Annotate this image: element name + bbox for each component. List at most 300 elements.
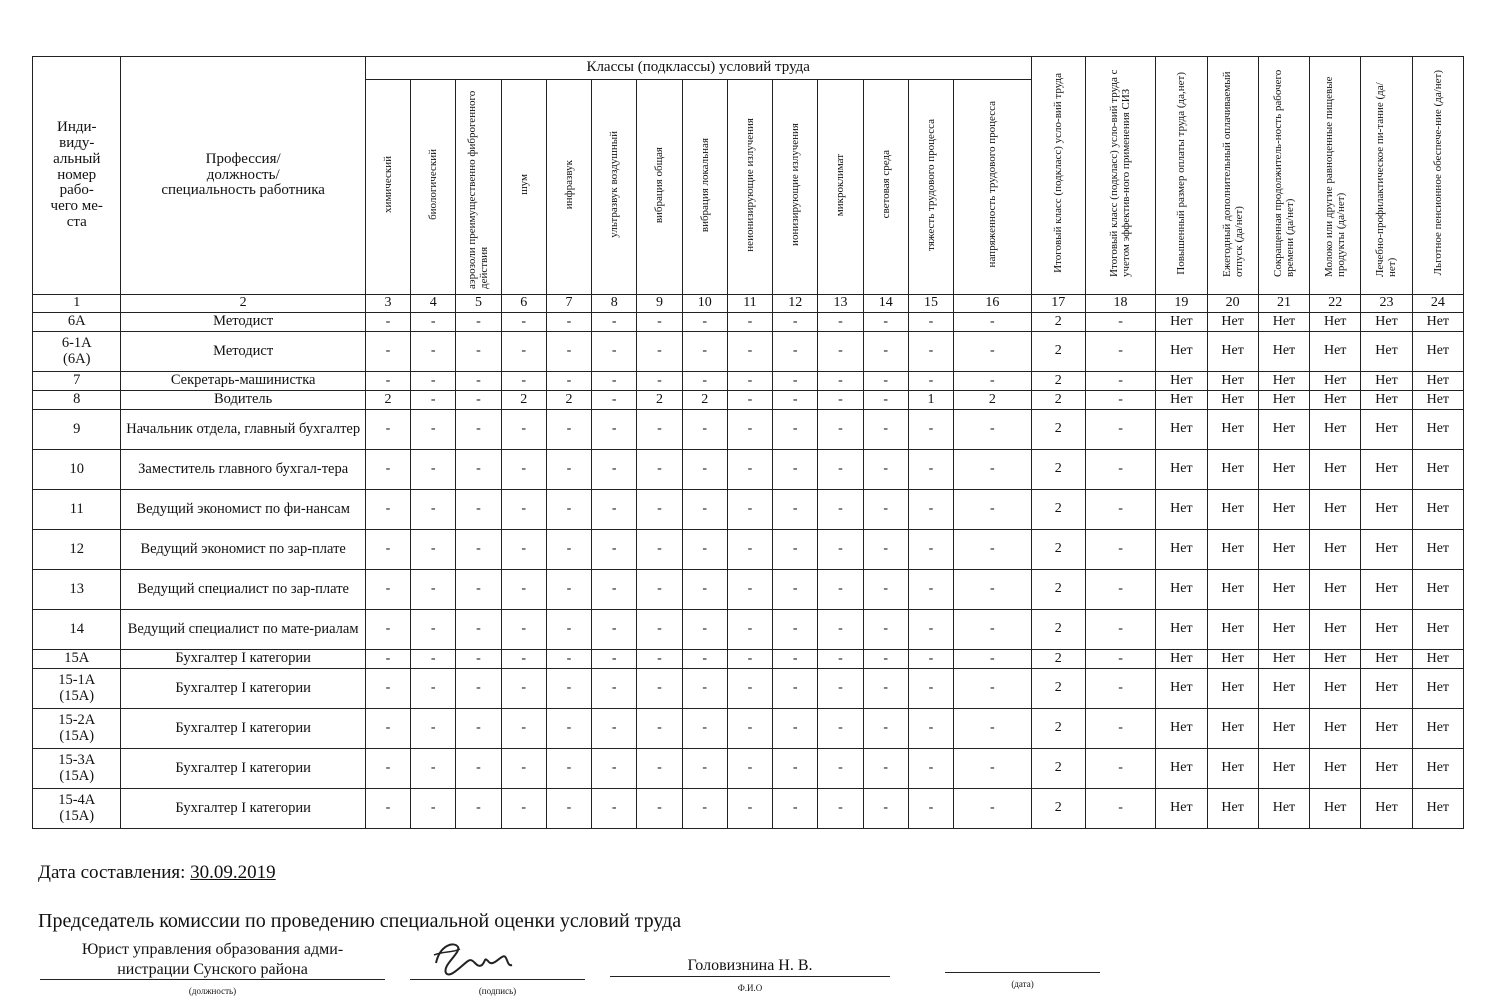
workplace-id-cell: 8 [33, 391, 121, 410]
condition-value-cell: - [456, 530, 501, 570]
condition-value-cell: Нет [1207, 709, 1258, 749]
condition-value-cell: Нет [1412, 332, 1463, 372]
condition-value-cell: - [727, 610, 772, 650]
condition-value-cell: - [592, 450, 637, 490]
condition-value-cell: - [411, 530, 456, 570]
condition-value-cell: Нет [1156, 313, 1207, 332]
condition-value-cell: - [546, 332, 591, 372]
condition-value-cell: - [592, 749, 637, 789]
condition-value-cell: Нет [1310, 650, 1361, 669]
condition-value-cell: - [1085, 669, 1155, 709]
table-row [33, 450, 1464, 490]
profession-cell: Заместитель главного бухгал-тера [121, 450, 365, 490]
condition-value-cell: - [773, 372, 818, 391]
condition-value-cell: Нет [1156, 332, 1207, 372]
condition-value-cell: - [365, 669, 410, 709]
condition-value-cell: - [682, 490, 727, 530]
condition-value-cell: Нет [1361, 372, 1412, 391]
condition-value-cell: - [908, 709, 953, 749]
condition-value-cell: - [637, 372, 682, 391]
condition-value-cell: - [637, 610, 682, 650]
column-number-cell: 4 [411, 295, 456, 313]
condition-value-cell: - [682, 669, 727, 709]
condition-value-cell: Нет [1361, 789, 1412, 829]
condition-value-cell: Нет [1412, 410, 1463, 450]
condition-value-cell: - [863, 410, 908, 450]
condition-value-cell: - [908, 410, 953, 450]
condition-value-cell: - [365, 450, 410, 490]
condition-value-cell: - [773, 789, 818, 829]
condition-value-cell: - [863, 313, 908, 332]
condition-value-cell: - [546, 372, 591, 391]
condition-value-cell: Нет [1207, 372, 1258, 391]
condition-value-cell: 2 [546, 391, 591, 410]
condition-value-cell: - [773, 669, 818, 709]
condition-value-cell: - [546, 789, 591, 829]
factor-header: химический [365, 80, 410, 295]
date-label: Дата составления: [38, 862, 186, 883]
condition-value-cell: - [908, 313, 953, 332]
workplace-id-cell: 13 [33, 570, 121, 610]
condition-value-cell: Нет [1310, 313, 1361, 332]
condition-value-cell: - [954, 372, 1031, 391]
condition-value-cell: - [1085, 530, 1155, 570]
condition-value-cell: - [546, 490, 591, 530]
condition-value-cell: - [682, 749, 727, 789]
condition-value-cell: - [954, 709, 1031, 749]
condition-value-cell: 2 [1031, 391, 1085, 410]
position-line [40, 979, 385, 980]
condition-value-cell: - [773, 450, 818, 490]
condition-value-cell: - [592, 372, 637, 391]
condition-value-cell: - [637, 490, 682, 530]
condition-value-cell: Нет [1310, 530, 1361, 570]
condition-value-cell: - [592, 610, 637, 650]
condition-value-cell: - [637, 650, 682, 669]
condition-value-cell: Нет [1412, 372, 1463, 391]
profession-cell: Бухгалтер I категории [121, 650, 365, 669]
condition-value-cell: Нет [1361, 669, 1412, 709]
condition-value-cell: Нет [1207, 332, 1258, 372]
factor-header: ионизирующие излучения [773, 80, 818, 295]
table-row [33, 391, 1464, 410]
condition-value-cell: 2 [1031, 789, 1085, 829]
condition-value-cell: Нет [1258, 313, 1309, 332]
profession-cell: Ведущий специалист по зар-плате [121, 570, 365, 610]
condition-value-cell: Нет [1310, 490, 1361, 530]
condition-value-cell: Нет [1361, 610, 1412, 650]
condition-value-cell: - [456, 650, 501, 669]
condition-value-cell: - [908, 749, 953, 789]
extra-header-22: Молоко или другие равноценные пищевые продукты (да/нет) [1310, 57, 1361, 295]
condition-value-cell: - [365, 709, 410, 749]
table-row [33, 610, 1464, 650]
condition-value-cell: - [908, 669, 953, 709]
condition-value-cell: Нет [1310, 669, 1361, 709]
condition-value-cell: - [501, 313, 546, 332]
condition-value-cell: - [954, 313, 1031, 332]
condition-value-cell: Нет [1207, 391, 1258, 410]
position-caption: (должность) [188, 986, 237, 996]
condition-value-cell: Нет [1412, 749, 1463, 789]
condition-value-cell: - [456, 669, 501, 709]
condition-value-cell: - [818, 490, 863, 530]
condition-value-cell: - [411, 372, 456, 391]
profession-cell: Ведущий экономист по зар-плате [121, 530, 365, 570]
factor-header: световая среда [863, 80, 908, 295]
fio-caption: Ф.И.О [737, 983, 763, 993]
condition-value-cell: Нет [1258, 490, 1309, 530]
table-row [33, 332, 1464, 372]
condition-value-cell: Нет [1412, 650, 1463, 669]
signature-line [410, 979, 585, 980]
condition-value-cell: Нет [1412, 450, 1463, 490]
condition-value-cell: - [411, 391, 456, 410]
condition-value-cell: - [1085, 570, 1155, 610]
condition-value-cell: - [637, 332, 682, 372]
condition-value-cell: - [773, 570, 818, 610]
condition-value-cell: Нет [1258, 332, 1309, 372]
condition-value-cell: Нет [1412, 391, 1463, 410]
condition-value-cell: - [592, 789, 637, 829]
condition-value-cell: - [365, 789, 410, 829]
condition-value-cell: Нет [1207, 530, 1258, 570]
column-number-cell: 22 [1310, 295, 1361, 313]
column-number-cell: 11 [727, 295, 772, 313]
condition-value-cell: - [773, 332, 818, 372]
extra-header-18: Итоговый класс (подкласс) усло-вий труда с учетом эффектив-ного применения СИЗ [1085, 57, 1155, 295]
condition-value-cell: - [546, 709, 591, 749]
condition-value-cell: - [954, 332, 1031, 372]
condition-value-cell: - [727, 709, 772, 749]
condition-value-cell: - [682, 313, 727, 332]
condition-value-cell: - [411, 650, 456, 669]
condition-value-cell: - [863, 332, 908, 372]
condition-value-cell: - [637, 570, 682, 610]
condition-value-cell: - [365, 313, 410, 332]
condition-value-cell: Нет [1156, 490, 1207, 530]
condition-value-cell: Нет [1156, 450, 1207, 490]
condition-value-cell: - [1085, 372, 1155, 391]
condition-value-cell: Нет [1310, 749, 1361, 789]
condition-value-cell: Нет [1207, 669, 1258, 709]
factor-header: биологический [411, 80, 456, 295]
condition-value-cell: Нет [1412, 789, 1463, 829]
condition-value-cell: - [456, 490, 501, 530]
condition-value-cell: Нет [1207, 450, 1258, 490]
condition-value-cell: - [411, 709, 456, 749]
condition-value-cell: - [863, 530, 908, 570]
condition-value-cell: - [863, 610, 908, 650]
condition-value-cell: - [411, 610, 456, 650]
condition-value-cell: Нет [1412, 490, 1463, 530]
condition-value-cell: Нет [1310, 332, 1361, 372]
condition-value-cell: - [546, 610, 591, 650]
profession-cell: Бухгалтер I категории [121, 749, 365, 789]
condition-value-cell: - [1085, 709, 1155, 749]
condition-value-cell: - [411, 332, 456, 372]
table-row [33, 650, 1464, 669]
condition-value-cell: - [546, 570, 591, 610]
table-row [33, 490, 1464, 530]
condition-value-cell: - [1085, 789, 1155, 829]
condition-value-cell: - [456, 391, 501, 410]
workplace-id-cell: 15-1А (15А) [33, 669, 121, 709]
condition-value-cell: - [365, 332, 410, 372]
condition-value-cell: Нет [1207, 410, 1258, 450]
condition-value-cell: - [954, 669, 1031, 709]
workplace-id-cell: 10 [33, 450, 121, 490]
condition-value-cell: - [908, 570, 953, 610]
condition-value-cell: Нет [1361, 749, 1412, 789]
condition-value-cell: Нет [1310, 372, 1361, 391]
profession-cell: Методист [121, 313, 365, 332]
condition-value-cell: - [1085, 610, 1155, 650]
extra-header-20: Ежегодный дополнительный оплачиваемый отпуск (да/нет) [1207, 57, 1258, 295]
condition-value-cell: - [954, 450, 1031, 490]
condition-value-cell: - [727, 391, 772, 410]
condition-value-cell: Нет [1412, 610, 1463, 650]
condition-value-cell: 2 [954, 391, 1031, 410]
condition-value-cell: - [501, 490, 546, 530]
condition-value-cell: - [863, 789, 908, 829]
condition-value-cell: Нет [1361, 570, 1412, 610]
condition-value-cell: Нет [1258, 372, 1309, 391]
condition-value-cell: - [456, 749, 501, 789]
condition-value-cell: - [727, 313, 772, 332]
condition-value-cell: - [1085, 391, 1155, 410]
condition-value-cell: - [592, 650, 637, 669]
condition-value-cell: 2 [637, 391, 682, 410]
condition-value-cell: - [546, 313, 591, 332]
factor-header: тяжесть трудового процесса [908, 80, 953, 295]
factor-header: напряженность трудового процесса [954, 80, 1031, 295]
condition-value-cell: - [592, 669, 637, 709]
factor-header: неионизирующие излучения [727, 80, 772, 295]
column-number-cell: 12 [773, 295, 818, 313]
condition-value-cell: - [1085, 313, 1155, 332]
condition-value-cell: Нет [1258, 669, 1309, 709]
condition-value-cell: - [773, 490, 818, 530]
factor-header: шум [501, 80, 546, 295]
factor-header: инфразвук [546, 80, 591, 295]
condition-value-cell: - [592, 410, 637, 450]
table-row [33, 410, 1464, 450]
condition-value-cell: - [592, 570, 637, 610]
condition-value-cell: 2 [365, 391, 410, 410]
condition-value-cell: - [682, 332, 727, 372]
condition-value-cell: - [954, 650, 1031, 669]
condition-value-cell: - [818, 313, 863, 332]
condition-value-cell: - [727, 450, 772, 490]
condition-value-cell: - [908, 450, 953, 490]
workplace-id-cell: 14 [33, 610, 121, 650]
date-caption: (дата) [1011, 979, 1034, 989]
condition-value-cell: Нет [1156, 530, 1207, 570]
column-number-row [33, 295, 1464, 313]
factor-header: микроклимат [818, 80, 863, 295]
condition-value-cell: 2 [1031, 332, 1085, 372]
condition-value-cell: - [818, 410, 863, 450]
condition-value-cell: - [501, 610, 546, 650]
column-number-cell: 1 [33, 295, 121, 313]
condition-value-cell: Нет [1310, 450, 1361, 490]
condition-value-cell: - [818, 709, 863, 749]
date-line [38, 862, 276, 884]
condition-value-cell: - [637, 410, 682, 450]
table-row [33, 530, 1464, 570]
condition-value-cell: - [818, 391, 863, 410]
condition-value-cell: - [818, 650, 863, 669]
condition-value-cell: - [818, 570, 863, 610]
id-number-header: Инди- виду- альный номер рабо- чего ме- ста [33, 57, 121, 295]
condition-value-cell: Нет [1361, 650, 1412, 669]
condition-value-cell: - [908, 490, 953, 530]
condition-value-cell: 2 [1031, 410, 1085, 450]
condition-value-cell: - [954, 610, 1031, 650]
condition-value-cell: - [682, 530, 727, 570]
condition-value-cell: - [456, 410, 501, 450]
condition-value-cell: - [818, 332, 863, 372]
condition-value-cell: Нет [1207, 490, 1258, 530]
extra-header-23: Лечебно-профилактическое пи-тание (да/нет) [1361, 57, 1412, 295]
condition-value-cell: Нет [1361, 709, 1412, 749]
condition-value-cell: - [773, 650, 818, 669]
extra-header-21: Сокращенная продолжитель-ность рабочего времени (да/нет) [1258, 57, 1309, 295]
column-number-cell: 14 [863, 295, 908, 313]
condition-value-cell: Нет [1258, 410, 1309, 450]
condition-value-cell: - [682, 450, 727, 490]
condition-value-cell: Нет [1258, 650, 1309, 669]
workplace-id-cell: 6А [33, 313, 121, 332]
condition-value-cell: - [727, 332, 772, 372]
column-number-cell: 10 [682, 295, 727, 313]
profession-cell: Секретарь-машинистка [121, 372, 365, 391]
condition-value-cell: Нет [1412, 313, 1463, 332]
column-number-cell: 7 [546, 295, 591, 313]
condition-value-cell: - [818, 789, 863, 829]
condition-value-cell: - [592, 530, 637, 570]
condition-value-cell: Нет [1156, 610, 1207, 650]
condition-value-cell: Нет [1156, 709, 1207, 749]
condition-value-cell: - [592, 391, 637, 410]
condition-value-cell: Нет [1258, 391, 1309, 410]
date-value: 30.09.2019 [190, 862, 276, 883]
condition-value-cell: - [546, 450, 591, 490]
condition-value-cell: - [863, 669, 908, 709]
condition-value-cell: - [501, 410, 546, 450]
table-row [33, 709, 1464, 749]
column-number-cell: 8 [592, 295, 637, 313]
fio-line [610, 976, 890, 977]
condition-value-cell: - [682, 372, 727, 391]
condition-value-cell: - [954, 789, 1031, 829]
condition-value-cell: - [501, 709, 546, 749]
condition-value-cell: - [411, 570, 456, 610]
profession-cell: Бухгалтер I категории [121, 709, 365, 749]
condition-value-cell: - [863, 650, 908, 669]
condition-value-cell: - [818, 372, 863, 391]
workplace-id-cell: 15-2А (15А) [33, 709, 121, 749]
condition-value-cell: Нет [1310, 391, 1361, 410]
condition-value-cell: - [546, 669, 591, 709]
condition-value-cell: Нет [1156, 650, 1207, 669]
condition-value-cell: - [908, 372, 953, 391]
table-row [33, 570, 1464, 610]
condition-value-cell: Нет [1361, 313, 1412, 332]
workplace-id-cell: 15-3А (15А) [33, 749, 121, 789]
table-row [33, 313, 1464, 332]
header-row-top [33, 57, 1464, 80]
condition-value-cell: - [501, 669, 546, 709]
condition-value-cell: Нет [1258, 610, 1309, 650]
condition-value-cell: Нет [1310, 570, 1361, 610]
condition-value-cell: - [773, 391, 818, 410]
extra-header-17: Итоговый класс (подкласс) усло-вий труда [1031, 57, 1085, 295]
condition-value-cell: - [637, 709, 682, 749]
condition-value-cell: - [637, 749, 682, 789]
workplace-id-cell: 7 [33, 372, 121, 391]
condition-value-cell: Нет [1310, 610, 1361, 650]
condition-value-cell: - [908, 789, 953, 829]
condition-value-cell: - [365, 650, 410, 669]
condition-value-cell: 2 [501, 391, 546, 410]
condition-value-cell: 2 [1031, 749, 1085, 789]
table-row [33, 669, 1464, 709]
table-row [33, 749, 1464, 789]
condition-value-cell: Нет [1258, 709, 1309, 749]
condition-value-cell: - [592, 490, 637, 530]
profession-cell: Ведущий экономист по фи-нансам [121, 490, 365, 530]
condition-value-cell: - [773, 709, 818, 749]
condition-value-cell: - [592, 313, 637, 332]
condition-value-cell: - [456, 313, 501, 332]
column-number-cell: 24 [1412, 295, 1463, 313]
condition-value-cell: 2 [1031, 450, 1085, 490]
date-sign-line [945, 972, 1100, 973]
condition-value-cell: Нет [1258, 570, 1309, 610]
condition-value-cell: - [818, 749, 863, 789]
extra-header-19: Повышенный размер оплаты труда (да,нет) [1156, 57, 1207, 295]
condition-value-cell: - [773, 313, 818, 332]
condition-value-cell: Нет [1207, 570, 1258, 610]
condition-value-cell: Нет [1156, 749, 1207, 789]
condition-value-cell: - [773, 410, 818, 450]
condition-value-cell: Нет [1412, 570, 1463, 610]
condition-value-cell: - [954, 490, 1031, 530]
workplace-id-cell: 15А [33, 650, 121, 669]
condition-value-cell: Нет [1361, 530, 1412, 570]
condition-value-cell: - [411, 313, 456, 332]
condition-value-cell: Нет [1258, 530, 1309, 570]
column-number-cell: 3 [365, 295, 410, 313]
condition-value-cell: - [863, 709, 908, 749]
condition-value-cell: - [637, 450, 682, 490]
condition-value-cell: Нет [1361, 332, 1412, 372]
condition-value-cell: Нет [1412, 530, 1463, 570]
condition-value-cell: 2 [1031, 650, 1085, 669]
condition-value-cell: - [546, 530, 591, 570]
condition-value-cell: - [773, 749, 818, 789]
condition-value-cell: - [863, 391, 908, 410]
condition-value-cell: - [1085, 650, 1155, 669]
column-number-cell: 6 [501, 295, 546, 313]
column-number-cell: 2 [121, 295, 365, 313]
condition-value-cell: Нет [1412, 709, 1463, 749]
condition-value-cell: - [411, 490, 456, 530]
condition-value-cell: 2 [1031, 709, 1085, 749]
condition-value-cell: - [908, 530, 953, 570]
